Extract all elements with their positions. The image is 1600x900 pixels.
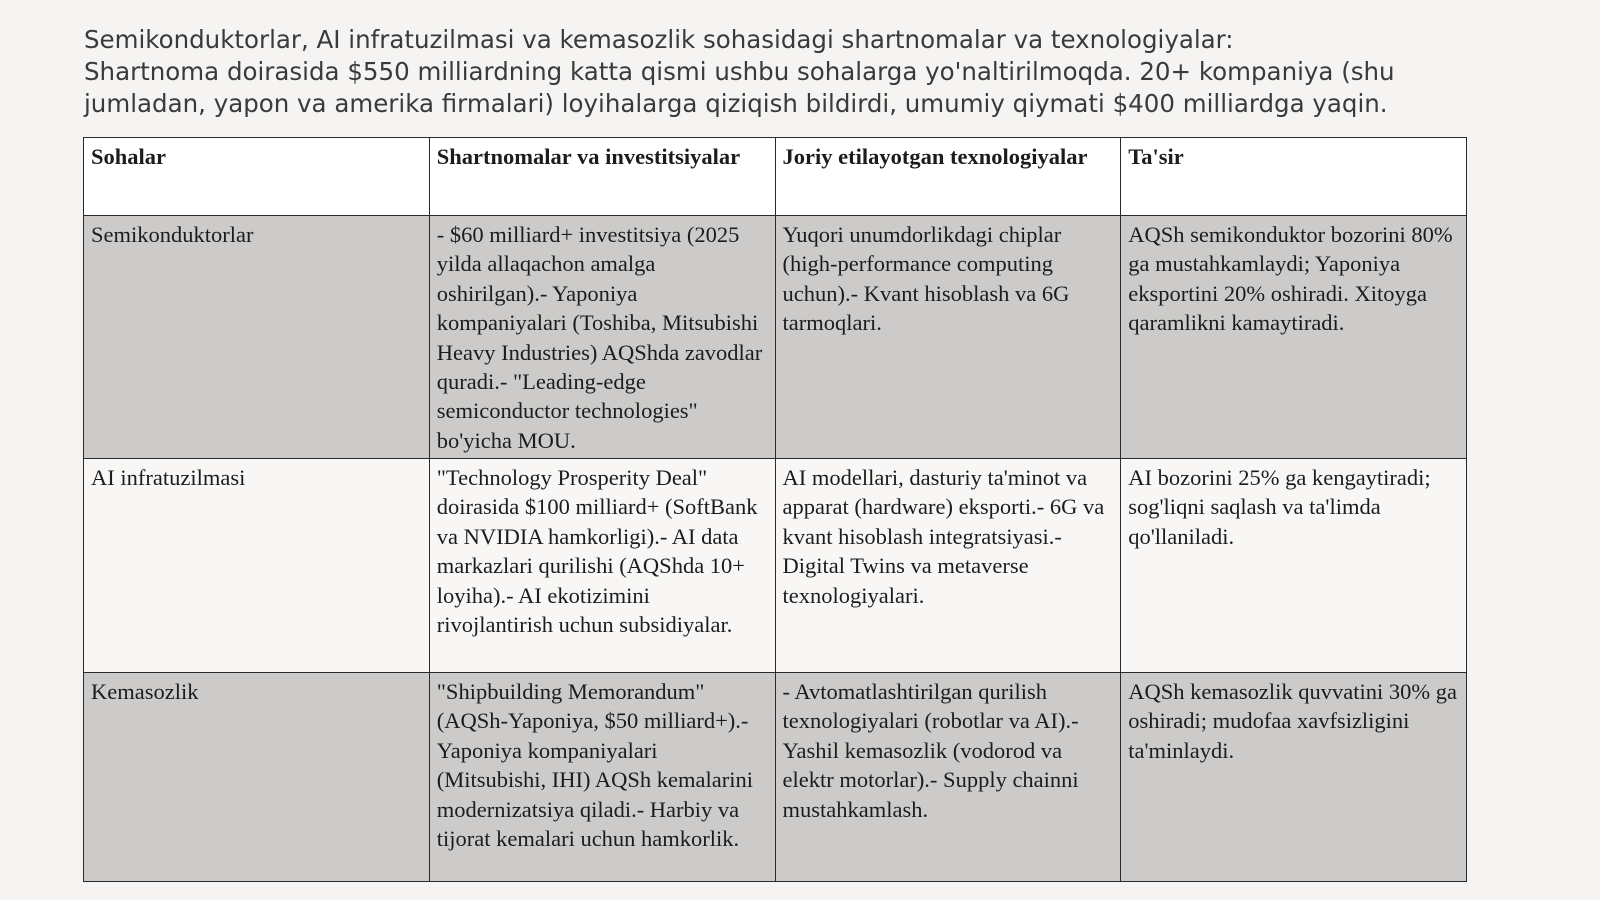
deals-cell: - $60 milliard+ investitsiya (2025 yilda allaqachon amalga oshirilgan).- Yaponiya kompaniyalari (Toshiba, Mitsubishi Heavy Industries) AQShda zavodlar quradi.- "Leading-edge semiconductor technologies" bo'yicha MOU.: [429, 216, 775, 459]
impact-cell: AQSh kemasozlik quvvatini 30% ga oshiradi; mudofaa xavfsizligini ta'minlaydi.: [1121, 673, 1467, 882]
intro-line: Shartnoma doirasida $550 milliardning katta qismi ushbu sohalarga yo'naltirilmoqda. 20+ kompaniya (shu: [84, 57, 1395, 86]
sector-cell: AI infratuzilmasi: [84, 459, 430, 673]
deals-cell: "Shipbuilding Memorandum" (AQSh-Yaponiya, $50 milliard+).- Yaponiya kompaniyalari (Mitsubishi, IHI) AQSh kemalarini modernizatsiya qiladi.- Harbiy va tijorat kemalari uchun hamkorlik.: [429, 673, 775, 882]
sectors-table: [83, 137, 1467, 882]
impact-cell: AI bozorini 25% ga kengaytiradi; sog'liqni saqlash va ta'limda qo'llaniladi.: [1121, 459, 1467, 673]
sector-cell: Semikonduktorlar: [84, 216, 430, 459]
table-row: [84, 673, 1467, 882]
intro-heading: Semikonduktorlar, AI infratuzilmasi va kemasozlik sohasidagi shartnomalar va texnologiyalar:: [84, 25, 1234, 54]
technologies-cell: AI modellari, dasturiy ta'minot va apparat (hardware) eksporti.- 6G va kvant hisoblash integratsiyasi.- Digital Twins va metaverse texnologiyalari.: [775, 459, 1121, 673]
sector-cell: Kemasozlik: [84, 673, 430, 882]
table-header-row: [84, 138, 1467, 216]
intro-line: jumladan, yapon va amerika firmalari) loyihalarga qiziqish bildirdi, umumiy qiymati $400 milliardga yaqin.: [84, 89, 1388, 118]
column-header-deals: Shartnomalar va investitsiyalar: [429, 138, 775, 216]
column-header-technologies: Joriy etilayotgan texnologiyalar: [775, 138, 1121, 216]
technologies-cell: Yuqori unumdorlikdagi chiplar (high-performance computing uchun).- Kvant hisoblash va 6G tarmoqlari.: [775, 216, 1121, 459]
technologies-cell: - Avtomatlashtirilgan qurilish texnologiyalari (robotlar va AI).- Yashil kemasozlik (vodorod va elektr motorlar).- Supply chainni mustahkamlash.: [775, 673, 1121, 882]
column-header-impact: Ta'sir: [1121, 138, 1467, 216]
table-row: [84, 216, 1467, 459]
table-row: [84, 459, 1467, 673]
column-header-sectors: Sohalar: [84, 138, 430, 216]
intro-text: [84, 24, 1524, 120]
deals-cell: "Technology Prosperity Deal" doirasida $100 milliard+ (SoftBank va NVIDIA hamkorligi).- AI data markazlari qurilishi (AQShda 10+ loyiha).- AI ekotizimini rivojlantirish uchun subsidiyalar.: [429, 459, 775, 673]
impact-cell: AQSh semikonduktor bozorini 80% ga mustahkamlaydi; Yaponiya eksportini 20% oshiradi. Xitoyga qaramlikni kamaytiradi.: [1121, 216, 1467, 459]
